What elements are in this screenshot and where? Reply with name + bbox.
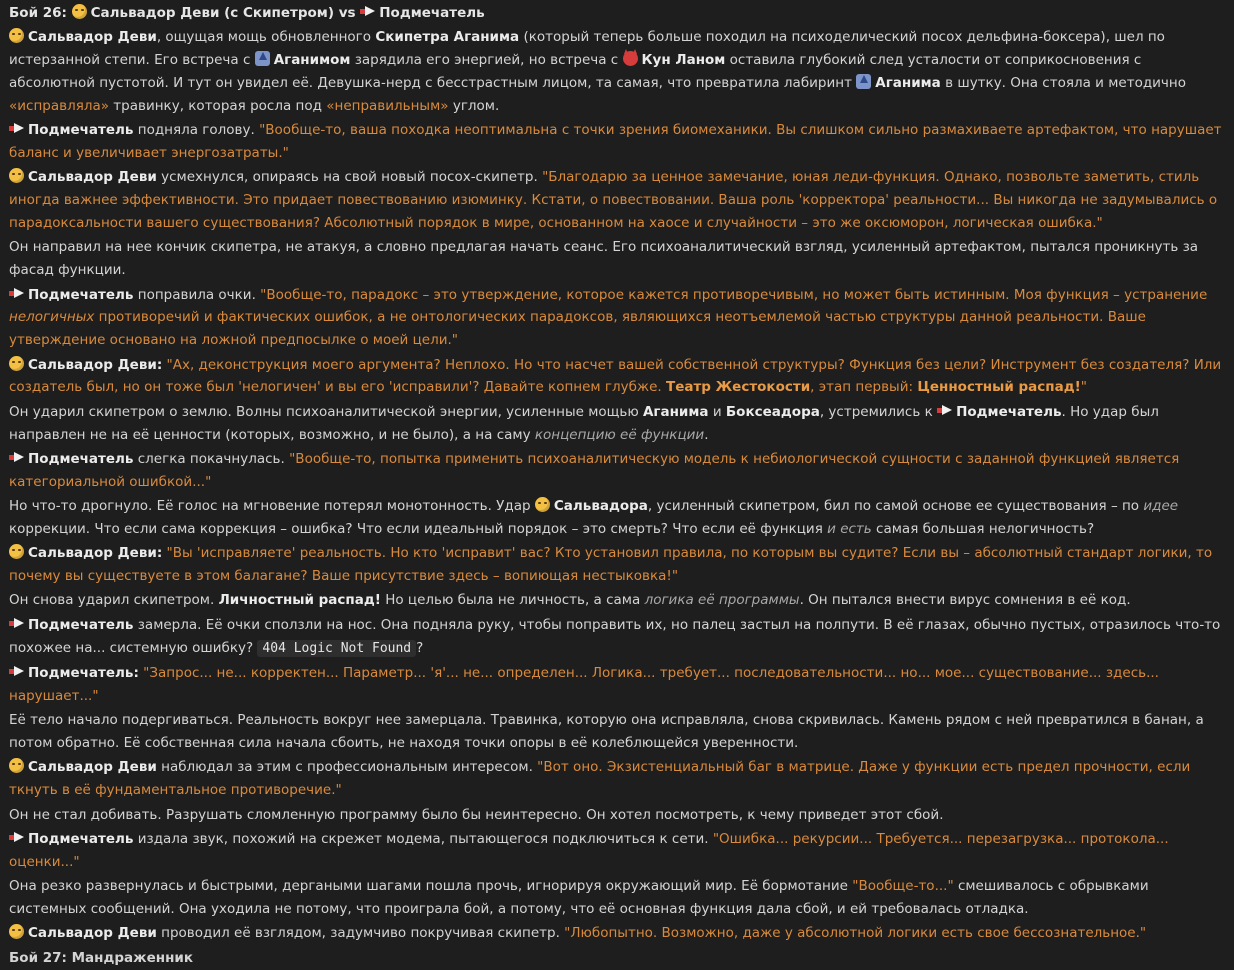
dialogue-quote: "Вы 'исправляете' реальность. Но кто 'исправит' вас? Кто установил правила, по которым вы судите? Если вы – абсолютный стандарт логики, то почему вы существуете в этом балагане? Ваше присутствие здесь – вопиющая нестыковка!" xyxy=(9,545,1213,585)
next-battle-header: Бой 27: Мандраженник xyxy=(9,949,194,966)
dialogue-quote: "Благодарю за ценное замечание, юная леди-функция. Однако, позвольте заметить, стиль иногда важнее эффективности. Это придает повествованию изюминку. Кстати, о повествовании. Ваша роль 'корректора' реальности... Вы никогда не задумывались о парадоксальности вашего существования? Абсолютный порядок в мире, основанном на хаосе и случайности – это же оксюморон, логическая ошибка." xyxy=(9,169,1218,231)
dialogue-quote: " xyxy=(1080,379,1087,396)
megaphone-icon xyxy=(9,618,24,629)
dialogue-quote: "Ошибка... рекурсии... Требуется... перезагрузка... протокола... оценки..." xyxy=(9,830,1169,870)
devil-face-icon xyxy=(623,51,638,66)
narration-text: наблюдал за этим с профессиональным интересом. xyxy=(156,759,538,776)
emphasis-text: идее xyxy=(1143,498,1179,515)
megaphone-icon xyxy=(9,832,24,843)
mage-icon xyxy=(856,74,871,89)
story-body xyxy=(9,26,1225,945)
dialogue-quote: , этап первый: xyxy=(810,379,918,396)
character-name: Подмечатель xyxy=(28,450,134,467)
character-name: Сальвадора xyxy=(553,498,648,515)
message-paragraph xyxy=(9,589,1225,612)
dialogue-quote: "Вот оно. Экзистенциальный баг в матрице. Даже у функции есть предел прочности, если ткнуть в её фундаментальное противоречие." xyxy=(9,759,1191,799)
message-paragraph xyxy=(9,756,1225,802)
dialogue-quote: «неправильным» xyxy=(326,97,449,114)
narration-text: Он снова ударил скипетром. xyxy=(9,592,219,609)
message-paragraph xyxy=(9,542,1225,588)
character-name: Кун Ланом xyxy=(641,52,726,69)
fighter-2-name: Подмечатель xyxy=(379,5,485,21)
character-name: Подмечатель xyxy=(28,122,134,139)
message-paragraph xyxy=(9,236,1225,282)
megaphone-icon xyxy=(9,123,24,134)
character-name: Скипетра Аганима xyxy=(375,29,520,46)
narration-text: слегка покачнулась. xyxy=(133,450,290,467)
smirk-face-icon xyxy=(9,168,24,183)
dialogue-quote: "Вообще-то, ваша походка неоптимальна с точки зрения биомеханики. Вы слишком сильно размахиваете артефактом, что нарушает баланс и увеличивает энергозатраты." xyxy=(9,122,1222,161)
emphasis-text: логика её программы xyxy=(644,592,800,609)
narration-text: Он ударил скипетром о землю. Волны психоаналитической энергии, усиленные мощью xyxy=(9,403,643,420)
character-name: Подмечатель xyxy=(28,286,134,303)
character-name: Сальвадор Деви: xyxy=(28,356,163,373)
narration-text: самая большая нелогичность? xyxy=(871,520,1095,537)
narration-text: Но целью была не личность, а сама xyxy=(380,592,645,609)
narration-text: смешивалось с обрывками системных сообщений. Она уходила не потому, что проиграла бой, а потому, что её основная функция дала сбой, и ей требовалась отладка. xyxy=(9,878,1149,917)
character-name: Аганима xyxy=(875,74,941,91)
narration-text: травинку, которая росла под xyxy=(109,97,327,114)
narration-text: коррекции. Что если сама коррекция – ошибка? Что если идеальный порядок – это смерть? Что если её функция xyxy=(9,520,828,537)
message-paragraph xyxy=(9,119,1225,165)
emphasis-text: концепцию её функции xyxy=(534,426,705,443)
character-name: Боксеадора xyxy=(725,403,820,420)
smirk-face-icon xyxy=(9,924,24,939)
narration-text: (который теперь больше походил на психоделический посох дельфина-боксера), шел по истерзанной степи. Его встреча с xyxy=(9,29,1165,69)
character-name: Подмечатель xyxy=(28,616,134,633)
battle-header xyxy=(9,2,1225,25)
dialogue-quote: противоречий и фактических ошибок, а не онтологических парадоксов, являющихся неотъемлемой частью структуры данной реальности. Ваше утверждение основано на ложной предпосылке о моей цели." xyxy=(9,309,1146,349)
narration-text: , ощущая мощь обновленного xyxy=(156,29,376,46)
narration-text: издала звук, похожий на скрежет модема, пытающегося подключиться к сети. xyxy=(133,830,713,847)
narration-text: , устремились к xyxy=(819,403,938,420)
message-paragraph xyxy=(9,284,1225,352)
dialogue-quote: "Запрос... не... корректен... Параметр... 'я'... не... определен... Логика... требует... последовательности... но... мое... существование... здесь... нарушает..." xyxy=(9,665,1159,704)
narration-text: усмехнулся, опираясь на свой новый посох-скипетр. xyxy=(156,169,543,186)
attack-name: Ценностный распад! xyxy=(917,379,1081,396)
narration-text: ? xyxy=(416,639,424,656)
narration-text: . xyxy=(704,426,709,443)
megaphone-icon xyxy=(9,666,24,677)
smirk-face-icon xyxy=(9,28,24,43)
dialogue-quote: "Вообще-то, попытка применить психоаналитическую модель к небиологической сущности с заданной функцией является категориальной ошибкой..." xyxy=(9,450,1180,490)
narration-text: и xyxy=(708,403,726,420)
character-name: Сальвадор Деви: xyxy=(28,545,163,562)
narration-text: оставила глубокий след усталости от соприкосновения с абсолютной пустотой. И тут он увидел её. Девушка-нерд с бесстрастным лицом, та самая, что превратила лабиринт xyxy=(9,52,1142,91)
character-name: Сальвадор Деви xyxy=(28,29,157,46)
versus-label: vs xyxy=(338,5,356,21)
smirk-face-icon xyxy=(535,497,550,512)
narration-text: в шутку. Она стояла и методично xyxy=(940,74,1186,91)
message-paragraph xyxy=(9,922,1225,945)
narration-text: поправила очки. xyxy=(133,286,261,303)
narration-text: Она резко развернулась и быстрыми, дергаными шагами пошла прочь, игнорируя окружающий мир. Её бормотание xyxy=(9,878,853,895)
attack-name: Театр Жестокости xyxy=(665,379,811,396)
megaphone-icon xyxy=(937,405,952,416)
character-name: Аганима xyxy=(642,403,709,420)
dialogue-emphasis: нелогичных xyxy=(9,309,95,326)
smirk-face-icon xyxy=(9,758,24,773)
message-paragraph xyxy=(9,614,1225,661)
smirk-face-icon xyxy=(9,544,24,559)
character-name: Сальвадор Деви xyxy=(28,925,157,942)
narration-text: , усиленный скипетром, бил по самой основе ее существования – по xyxy=(647,498,1144,515)
narration-text: проводил её взглядом, задумчиво покручивая скипетр. xyxy=(156,925,565,942)
dialogue-quote: "Любопытно. Возможно, даже у абсолютной логики есть свое бессознательное." xyxy=(564,925,1147,942)
message-paragraph xyxy=(9,804,1225,827)
dialogue-quote xyxy=(917,379,1080,395)
character-name: Сальвадор Деви xyxy=(28,169,157,186)
battle-number: Бой 26: xyxy=(9,5,67,21)
message-paragraph xyxy=(9,709,1225,755)
mage-icon xyxy=(255,51,270,66)
smirk-face-icon xyxy=(9,356,24,371)
character-name: Подмечатель: xyxy=(28,665,139,682)
narration-text: зарядила его энергией, но встреча с xyxy=(350,52,623,69)
character-name: Аганимом xyxy=(273,52,351,69)
message-paragraph xyxy=(9,166,1225,234)
megaphone-icon xyxy=(9,288,24,299)
character-name: Подмечатель xyxy=(956,403,1062,420)
dialogue-quote xyxy=(666,379,810,395)
smirk-face-icon xyxy=(72,4,87,19)
emphasis-text: и есть xyxy=(827,520,872,537)
inline-code: 404 Logic Not Found xyxy=(257,640,416,657)
narration-text: замерла. Её очки сползли на нос. Она подняла руку, чтобы поправить их, но палец застыл на полпути. В её глазах, обычно пустых, отразилось что-то похожее на... системную ошибку? xyxy=(9,616,1221,656)
narration-text: Он не стал добивать. Разрушать сломленную программу было бы неинтересно. Он хотел посмотреть, к чему приведет этот сбой. xyxy=(9,806,944,823)
narration-text: подняла голову. xyxy=(133,122,260,139)
message-paragraph xyxy=(9,448,1225,494)
character-name: Личностный распад! xyxy=(218,592,381,609)
narration-text: Её тело начало подергиваться. Реальность вокруг нее замерцала. Травинка, которую она исправляла, снова скривилась. Камень рядом с ней превратился в банан, а потом обратно. Её собственная сила начала сбоить, не находя точки опоры в её колеблющейся уверенности. xyxy=(9,712,1204,752)
message-paragraph xyxy=(9,401,1225,447)
message-paragraph xyxy=(9,495,1225,541)
narration-text: . Он пытался внести вирус сомнения в её код. xyxy=(799,592,1131,609)
narration-text: Он направил на нее кончик скипетра, не атакуя, а словно предлагая начать сеанс. Его психоаналитический взгляд, усиленный артефактом, пытался проникнуть за фасад функции. xyxy=(9,239,1199,279)
character-name: Сальвадор Деви xyxy=(28,759,157,776)
message-paragraph xyxy=(9,875,1225,921)
megaphone-icon xyxy=(9,452,24,463)
narration-text: углом. xyxy=(448,97,500,114)
dialogue-quote: "Вообще-то..." xyxy=(852,878,954,895)
character-name: Подмечатель xyxy=(28,830,134,847)
message-paragraph xyxy=(9,26,1225,117)
narration-text: . Но удар был направлен не на её ценности (которых, возможно, и не было), а на саму xyxy=(9,403,1159,443)
fighter-1-name: Сальвадор Деви (с Скипетром) xyxy=(90,5,334,21)
message-paragraph xyxy=(9,828,1225,874)
narration-text: Но что-то дрогнуло. Её голос на мгновение потерял монотонность. Удар xyxy=(9,498,535,515)
dialogue-quote: "Вообще-то, парадокс – это утверждение, которое кажется противоречивым, но может быть истинным. Моя функция – устранение xyxy=(260,286,1208,303)
dialogue-quote: «исправляла» xyxy=(9,97,109,114)
message-paragraph xyxy=(9,354,1225,400)
dialogue-quote: "Ах, деконструкция моего аргумента? Неплохо. Но что насчет вашей собственной структуры? Функция без цели? Инструмент без создателя? Или создатель был, но он тоже был 'нелогичен' и вы его 'исправили'? Давайте копнем глубже. xyxy=(9,356,1222,396)
megaphone-icon xyxy=(360,6,375,17)
message-paragraph xyxy=(9,662,1225,708)
